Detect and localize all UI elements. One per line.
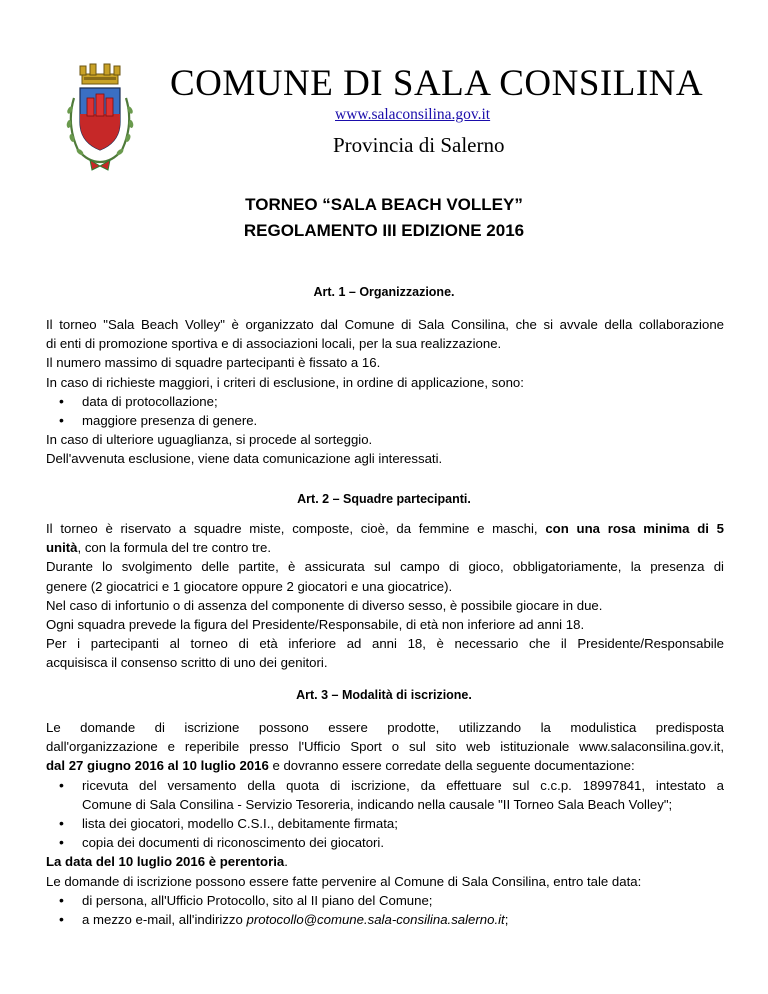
list-item: • lista dei giocatori, modello C.S.I., debitamente firmata; [46, 814, 724, 833]
list-item [46, 910, 724, 929]
bold-text: unità [46, 540, 78, 556]
article-3-heading: Art. 3 – Modalità di iscrizione. [296, 688, 472, 702]
text-span: . [284, 854, 288, 870]
article-3-paragraph: Le domande di iscrizione possono essere fatte pervenire al Comune di Sala Consilina, entro tale data: [46, 873, 642, 889]
municipal-crest-icon [60, 62, 140, 174]
article-3-paragraph [46, 756, 724, 775]
list-item-continuation: Comune di Sala Consilina - Servizio Tesoreria, indicando nella causale "II Torneo Sala Beach Volley"; [82, 796, 673, 812]
article-2-paragraph: acquisisca il consenso scritto di uno dei genitori. [46, 655, 328, 671]
province-name: Provincia di Salerno [333, 133, 505, 157]
organization-name: COMUNE DI SALA CONSILINA [170, 63, 704, 104]
document-subtitle: REGOLAMENTO III EDIZIONE 2016 [243, 221, 525, 240]
documentation-list [46, 776, 724, 853]
bold-text: La data del 10 luglio 2016 è perentoria [46, 854, 285, 870]
article-2-body [46, 519, 724, 673]
article-3-paragraph [46, 852, 724, 871]
article-1-paragraph: di enti di promozione sportiva e di associazioni locali, per la sua realizzazione. [46, 336, 502, 352]
website-link[interactable]: www.salaconsilina.gov.it [335, 106, 491, 123]
article-3-paragraph: Le domande di iscrizione possono essere prodotte, utilizzando la modulistica predisposta [46, 720, 724, 735]
text-span: ; [504, 912, 509, 928]
article-1-paragraph: In caso di richieste maggiori, i criteri di esclusione, in ordine di applicazione, sono: [46, 374, 524, 390]
text-span: Il torneo è riservato a squadre miste, composte, cioè, da femmine e maschi, [46, 521, 538, 536]
article-2-paragraph: Ogni squadra prevede la figura del Presidente/Responsabile, di età non inferiore ad anni 18. [46, 617, 585, 633]
text-span: e dovranno essere corredate della seguente documentazione: [268, 758, 635, 774]
article-1-paragraph: Dell'avvenuta esclusione, viene data comunicazione agli interessati. [46, 451, 443, 467]
list-item: • maggiore presenza di genere. [46, 411, 724, 430]
email-address[interactable]: protocollo@comune.sala-consilina.salerno.it [246, 912, 505, 928]
text-span: a mezzo e-mail, all'indirizzo [82, 912, 247, 928]
list-item: • ricevuta del versamento della quota di iscrizione, da effettuare sul c.c.p. 18997841, intestato a [46, 776, 724, 795]
list-item: • copia dei documenti di riconoscimento dei giocatori. [46, 833, 724, 852]
article-2-paragraph: genere (2 giocatrici e 1 giocatore oppure 2 giocatori e una giocatrice). [46, 578, 453, 594]
article-1-paragraph: Il numero massimo di squadre partecipanti è fissato a 16. [46, 355, 381, 371]
exclusion-criteria-list [46, 392, 724, 430]
document-title: TORNEO “SALA BEACH VOLLEY” [245, 195, 523, 214]
text-span: , con la formula del tre contro tre. [77, 540, 272, 556]
article-2-paragraph [46, 519, 724, 538]
article-1-heading: Art. 1 – Organizzazione. [313, 285, 455, 299]
article-3-body [46, 718, 724, 929]
article-1-paragraph: In caso di ulteriore uguaglianza, si procede al sorteggio. [46, 432, 373, 448]
list-item: • data di protocollazione; [46, 392, 724, 411]
article-1-body [46, 315, 724, 469]
article-2-paragraph: Per i partecipanti al torneo di età inferiore ad anni 18, è necessario che il Presidente/Responsabile [46, 636, 724, 652]
list-item: • di persona, all'Ufficio Protocollo, sito al II piano del Comune; [46, 891, 724, 910]
bold-text: dal 27 giugno 2016 al 10 luglio 2016 [46, 758, 269, 774]
submission-methods-list [46, 891, 724, 929]
article-1-paragraph: Il torneo "Sala Beach Volley" è organizzato dal Comune di Sala Consilina, che si avvale della collaborazione [46, 317, 724, 332]
article-2-heading: Art. 2 – Squadre partecipanti. [297, 492, 471, 506]
article-2-paragraph [46, 538, 724, 557]
article-3-paragraph: dall'organizzazione e reperibile presso l'Ufficio Sport o sul sito web istituzionale www.salaconsilina.gov.it, [46, 739, 724, 755]
article-2-paragraph: Durante lo svolgimento delle partite, è assicurata sul campo di gioco, obbligatoriamente, la presenza di [46, 559, 724, 575]
article-2-paragraph: Nel caso di infortunio o di assenza del componente di diverso sesso, è possibile giocare in due. [46, 597, 603, 613]
bold-text: con una rosa minima di 5 [545, 521, 724, 536]
